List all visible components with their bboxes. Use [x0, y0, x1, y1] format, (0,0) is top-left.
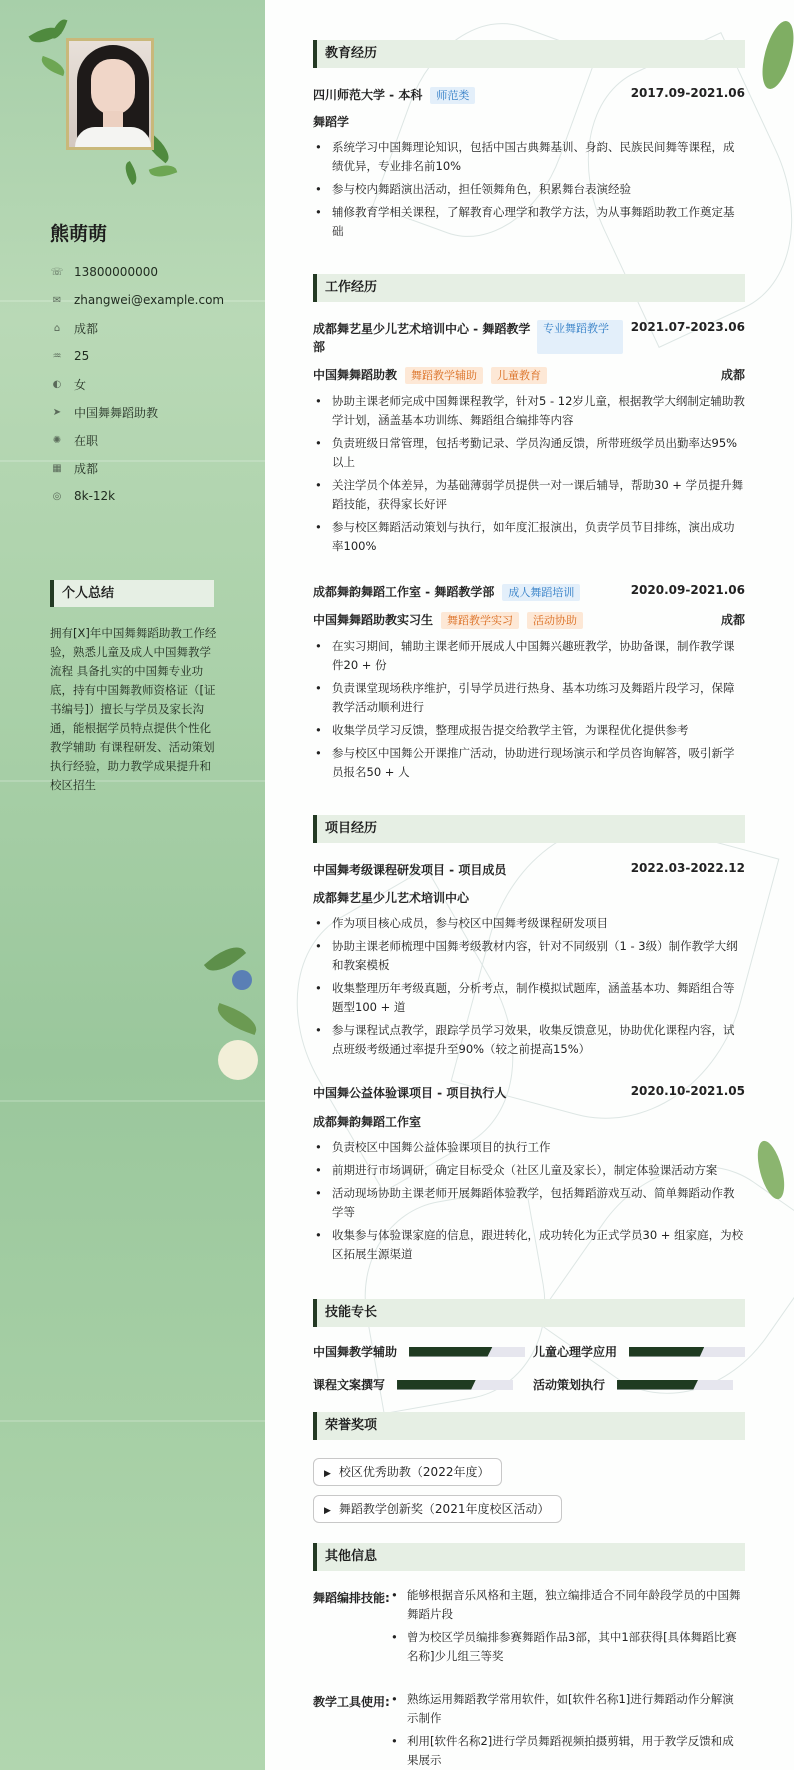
skill-name: 课程文案撰写: [313, 1378, 386, 1392]
target-icon: ➤: [52, 406, 62, 418]
info-email: ✉ zhangwei@example.com: [50, 286, 224, 314]
job-role-row: [313, 611, 745, 629]
work-section-title: 工作经历: [313, 274, 745, 302]
email-icon: ✉: [52, 294, 62, 306]
job-header: [313, 320, 745, 354]
school-name: 四川师范大学 - 本科: [313, 88, 423, 102]
job-city: 成都: [720, 613, 745, 627]
list-item: • 参与校内舞蹈演出活动，担任领舞角色，积累舞台表演经验: [313, 180, 745, 199]
job-role-row: [313, 366, 745, 384]
info-phone: ☏ 13800000000: [50, 265, 158, 279]
flower-icon: [218, 1040, 258, 1080]
education-major: 舞蹈学: [313, 115, 350, 129]
skill-item: [533, 1376, 733, 1393]
job-role: 中国舞舞蹈助教: [313, 368, 398, 382]
education-bullets: [313, 138, 745, 245]
projects-section-title: 项目经历: [313, 815, 745, 843]
project-header: [313, 1084, 745, 1101]
salary-icon: ◎: [52, 490, 62, 502]
list-item: • 系统学习中国舞理论知识，包括中国古典舞基训、身韵、民族民间舞等课程，成绩优异，专业排名前10%: [313, 138, 745, 176]
job-city: 成都: [720, 368, 745, 382]
company-name: 成都舞韵舞蹈工作室 - 舞蹈教学部: [313, 585, 495, 599]
skills-section-title: 技能专长: [313, 1299, 745, 1327]
list-item: • 活动现场协助主课老师开展舞蹈体验教学，包括舞蹈游戏互动、简单舞蹈动作教学等: [313, 1184, 745, 1222]
list-item: • 曾为校区学员编排参赛舞蹈作品3部，其中1部获得[具体舞蹈比赛名称]少儿组三等奖: [389, 1628, 745, 1666]
skill-bar: [409, 1347, 525, 1357]
list-item: • 利用[软件名称2]进行学员舞蹈视频拍摄剪辑，用于教学反馈和成果展示: [389, 1732, 745, 1770]
list-item: • 前期进行市场调研，确定目标受众（社区儿童及家长），制定体验课活动方案: [313, 1161, 745, 1180]
role-tag: 舞蹈教学辅助: [405, 367, 483, 384]
award-item: ▶ 舞蹈教学创新奖（2021年度校区活动）: [313, 1495, 562, 1523]
other-list: [389, 1586, 745, 1670]
awards-section-title: 荣誉奖项: [313, 1412, 745, 1440]
list-item: • 作为项目核心成员，参与校区中国舞考级课程研发项目: [313, 914, 745, 933]
skill-item: [313, 1343, 525, 1360]
job-date: 2021.07-2023.06: [630, 320, 745, 334]
list-item: • 收集学员学习反馈，整理成报告提交给教学主管，为课程优化提供参考: [313, 721, 745, 740]
list-item: • 辅修教育学相关课程，了解教育心理学和教学方法，为从事舞蹈助教工作奠定基础: [313, 203, 745, 241]
project-date: 2020.10-2021.05: [630, 1084, 745, 1098]
job-header: [313, 583, 745, 601]
list-item: • 协助主课老师梳理中国舞考级教材内容，针对不同级别（1 - 3级）制作教学大纲和教案模板: [313, 937, 745, 975]
triangle-right-icon: ▶: [324, 1469, 331, 1479]
list-item: • 在实习期间，辅助主课老师开展成人中国舞兴趣班教学，协助备课，制作教学课件20 + 份: [313, 637, 745, 675]
summary-text: 拥有[X]年中国舞舞蹈助教工作经验，熟悉儿童及成人中国舞教学流程 具备扎实的中国舞专业功底，持有中国舞教师资格证（[证书编号]）擅长与学员及家长沟通，能根据学员特点提供个性化教学辅助 有课程研发、活动策划执行经验，助力教学成果提升和校区招生: [50, 626, 217, 792]
project-org: 成都舞韵舞蹈工作室: [313, 1115, 422, 1129]
list-item: • 参与校区舞蹈活动策划与执行，如年度汇报演出，负责学员节目排练，演出成功率100%: [313, 518, 745, 556]
list-item: • 负责课堂现场秩序维护，引导学员进行热身、基本功练习及舞蹈片段学习，保障教学活动顺利进行: [313, 679, 745, 717]
other-label: 舞蹈编排技能:: [313, 1591, 390, 1605]
skill-name: 中国舞教学辅助: [313, 1345, 398, 1359]
leaf-decoration: [51, 17, 68, 41]
skill-bar: [397, 1380, 513, 1390]
avatar: [66, 38, 154, 150]
list-item: • 参与校区中国舞公开课推广活动，协助进行现场演示和学员咨询解答，吸引新学员报名50 + 人: [313, 744, 745, 782]
city-icon: ▦: [52, 462, 62, 474]
gender-icon: ◐: [52, 378, 62, 390]
info-home: ⌂ 成都: [50, 314, 224, 342]
info-city: ▦ 成都: [50, 454, 224, 482]
phone-icon: ☏: [50, 266, 64, 278]
info-age: ♒ 25: [50, 342, 224, 370]
project-name: 中国舞考级课程研发项目 - 项目成员: [313, 863, 507, 877]
triangle-right-icon: ▶: [324, 1506, 331, 1516]
leaf-decoration: [149, 161, 178, 181]
other-section-title: 其他信息: [313, 1543, 745, 1571]
sidebar: [0, 0, 265, 1770]
job-bullets: [313, 392, 745, 560]
company-tag: 专业舞蹈教学: [537, 320, 623, 354]
age-icon: ♒: [52, 350, 62, 362]
leaf-decoration: [756, 18, 794, 92]
list-item: • 负责校区中国舞公益体验课项目的执行工作: [313, 1138, 745, 1157]
list-item: • 关注学员个体差异，为基础薄弱学员提供一对一课后辅导，帮助30 + 学员提升舞蹈技能，获得家长好评: [313, 476, 745, 514]
list-item: • 协助主课老师完成中国舞课程教学，针对5 - 12岁儿童，根据教学大纲制定辅助教学计划，涵盖基本功训练、舞蹈组合编排等内容: [313, 392, 745, 430]
info-salary: ◎ 8k-12k: [50, 482, 224, 510]
skill-bar: [629, 1347, 745, 1357]
skill-name: 活动策划执行: [533, 1378, 606, 1392]
job-date: 2020.09-2021.06: [630, 583, 745, 597]
list-item: • 能够根据音乐风格和主题，独立编排适合不同年龄段学员的中国舞舞蹈片段: [389, 1586, 745, 1624]
role-tag: 活动协助: [527, 612, 583, 629]
leaf-decoration: [121, 161, 141, 185]
flower-icon: [232, 970, 252, 990]
leaf-decoration: [213, 1003, 261, 1035]
list-item: • 收集参与体验课家庭的信息，跟进转化，成功转化为正式学员30 + 组家庭，为校区拓展生源渠道: [313, 1226, 745, 1264]
company-tag: 成人舞蹈培训: [502, 584, 580, 601]
project-name: 中国舞公益体验课项目 - 项目执行人: [313, 1086, 507, 1100]
education-header: [313, 86, 745, 104]
skill-bar: [617, 1380, 733, 1390]
home-icon: ⌂: [53, 322, 61, 334]
info-gender: ◐ 女: [50, 370, 224, 398]
info-target: ➤ 中国舞舞蹈助教: [50, 398, 224, 426]
leaf-decoration: [39, 56, 68, 76]
list-item: • 负责班级日常管理，包括考勤记录、学员沟通反馈，所带班级学员出勤率达95%以上: [313, 434, 745, 472]
skill-item: [313, 1376, 513, 1393]
project-bullets: [313, 914, 745, 1063]
role-tag: 舞蹈教学实习: [441, 612, 519, 629]
contact-info-list: [50, 258, 224, 510]
job-role: 中国舞舞蹈助教实习生: [313, 613, 434, 627]
other-list: [389, 1690, 745, 1770]
other-label: 教学工具使用:: [313, 1695, 390, 1709]
project-bullets: [313, 1138, 745, 1268]
job-bullets: [313, 637, 745, 786]
project-org: 成都舞艺星少儿艺术培训中心: [313, 891, 470, 905]
list-item: • 熟练运用舞蹈教学常用软件，如[软件名称1]进行舞蹈动作分解演示制作: [389, 1690, 745, 1728]
status-icon: ✺: [52, 434, 62, 446]
role-tag: 儿童教育: [491, 367, 547, 384]
skill-item: [533, 1343, 745, 1360]
education-date: 2017.09-2021.06: [630, 86, 745, 100]
school-tag: 师范类: [430, 87, 475, 104]
info-status: ✺ 在职: [50, 426, 224, 454]
award-item: ▶ 校区优秀助教（2022年度）: [313, 1458, 502, 1486]
summary-title: 个人总结: [50, 580, 214, 607]
list-item: • 收集整理历年考级真题，分析考点，制作模拟试题库，涵盖基本功、舞蹈组合等题型100 + 道: [313, 979, 745, 1017]
skill-name: 儿童心理学应用: [533, 1345, 618, 1359]
company-name: 成都舞艺星少儿艺术培训中心 - 舞蹈教学部: [313, 322, 531, 354]
education-section-title: 教育经历: [313, 40, 745, 68]
list-item: • 参与课程试点教学，跟踪学员学习效果，收集反馈意见，协助优化课程内容，试点班级考级通过率提升至90%（较之前提高15%）: [313, 1021, 745, 1059]
project-header: [313, 861, 745, 878]
candidate-name: 熊萌萌: [50, 223, 108, 245]
project-date: 2022.03-2022.12: [630, 861, 745, 875]
